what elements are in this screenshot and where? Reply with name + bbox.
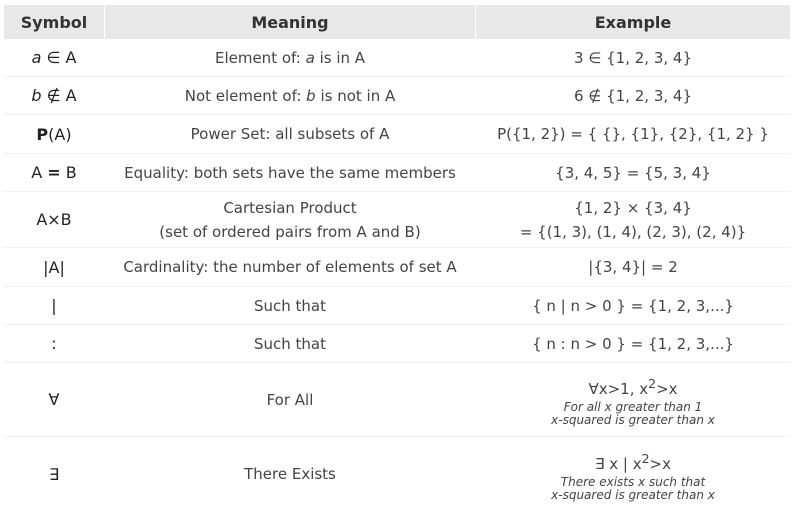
meaning-line: Cartesian Product: [223, 198, 357, 217]
table-row: [4, 192, 790, 248]
symbol-bold-part: P: [36, 124, 49, 144]
set-symbols-table: [4, 5, 790, 511]
meaning-text: Such that: [253, 334, 326, 353]
symbol-cell: [4, 363, 104, 436]
symbol-cell: [4, 39, 104, 76]
table-header-row: [4, 5, 790, 39]
example-cell: [476, 39, 790, 76]
meaning-cell: [104, 363, 476, 436]
example-text: 6 ∉ {1, 2, 3, 4}: [573, 86, 692, 105]
example-note: x-squared is greater than x: [551, 487, 715, 502]
example-cell: [476, 287, 790, 324]
symbol-text: ∈ A: [41, 48, 77, 67]
example-text: >x: [649, 454, 671, 473]
meaning-cell: [104, 437, 476, 511]
symbol-cell: [4, 325, 104, 362]
symbol-text: ∉ A: [41, 86, 77, 105]
table-row: [4, 437, 790, 511]
meaning-text: For All: [266, 390, 314, 409]
symbol-cell: [4, 437, 104, 511]
table-row: [4, 248, 790, 287]
table-row: [4, 154, 790, 192]
example-text: { n | n > 0 } = {1, 2, 3,...}: [532, 296, 734, 315]
symbol-bold-part: =: [47, 163, 61, 182]
example-cell: [476, 248, 790, 286]
meaning-cell: [104, 39, 476, 76]
symbol-text: ∀: [48, 390, 60, 409]
example-text: P({1, 2}) = { {}, {1}, {2}, {1, 2} }: [497, 125, 769, 143]
superscript: 2: [648, 376, 657, 391]
meaning-cell: [104, 325, 476, 362]
superscript: 2: [641, 450, 650, 466]
meaning-cell: [104, 115, 476, 153]
symbol-text: A: [31, 163, 48, 182]
meaning-cell: [104, 287, 476, 324]
example-line: {1, 2} × {3, 4}: [574, 198, 692, 217]
example-cell: [476, 437, 790, 511]
meaning-text: Element of:: [214, 48, 306, 67]
table-row: [4, 363, 790, 437]
example-cell: [476, 115, 790, 153]
example-note: x-squared is greater than x: [551, 413, 715, 427]
example-text: ∃ x | x: [595, 454, 642, 473]
example-cell: [476, 77, 790, 114]
symbol-cell: [4, 77, 104, 114]
example-text: |{3, 4}| = 2: [588, 258, 678, 276]
meaning-text: Equality: both sets have the same members: [124, 163, 456, 182]
table-row: [4, 115, 790, 154]
example-cell: [476, 363, 790, 436]
meaning-text: Not element of:: [184, 86, 307, 105]
table-row: [4, 39, 790, 77]
symbol-cell: [4, 192, 104, 247]
meaning-text: There Exists: [244, 465, 336, 483]
example-note: For all x greater than 1: [563, 400, 703, 414]
header-symbol: Symbol: [20, 12, 88, 32]
example-text: ∀x>1, x: [588, 380, 649, 398]
table-row: [4, 325, 790, 363]
symbol-text: (A): [48, 124, 72, 144]
symbol-text: B: [60, 163, 77, 182]
meaning-variable: a: [305, 48, 315, 67]
example-note: There exists x such that: [560, 474, 706, 489]
meaning-text: Such that: [253, 296, 326, 315]
table-row: [4, 287, 790, 325]
meaning-cell: [104, 192, 476, 247]
meaning-cell: [104, 77, 476, 114]
meaning-text: Power Set: all subsets of A: [190, 125, 390, 143]
symbol-variable: b: [31, 86, 42, 105]
example-text: >x: [656, 380, 678, 398]
symbol-cell: [4, 154, 104, 191]
symbol-text: |: [51, 296, 57, 315]
symbol-cell: [4, 248, 104, 286]
meaning-text: Cardinality: the number of elements of set A: [123, 258, 457, 276]
meaning-cell: [104, 248, 476, 286]
example-line: = {(1, 3), (1, 4), (2, 3), (2, 4)}: [519, 222, 747, 241]
header-example: Example: [594, 12, 672, 32]
meaning-text: is in A: [314, 48, 366, 67]
example-cell: [476, 154, 790, 191]
example-text: 3 ∈ {1, 2, 3, 4}: [573, 48, 692, 67]
symbol-text: |A|: [43, 257, 65, 277]
table-row: [4, 77, 790, 115]
symbol-text: :: [51, 334, 57, 353]
header-meaning: Meaning: [104, 5, 476, 39]
meaning-variable: b: [306, 86, 316, 105]
meaning-line: (set of ordered pairs from A and B): [159, 222, 421, 241]
symbol-text: A×B: [36, 210, 72, 229]
symbol-variable: a: [31, 48, 42, 67]
example-text: { n : n > 0 } = {1, 2, 3,...}: [532, 334, 734, 353]
meaning-text: is not in A: [315, 86, 396, 105]
symbol-text: ∃: [48, 464, 60, 484]
symbol-cell: [4, 287, 104, 324]
example-text: {3, 4, 5} = {5, 3, 4}: [555, 163, 711, 182]
example-cell: [476, 192, 790, 247]
meaning-cell: [104, 154, 476, 191]
symbol-cell: [4, 115, 104, 153]
example-cell: [476, 325, 790, 362]
